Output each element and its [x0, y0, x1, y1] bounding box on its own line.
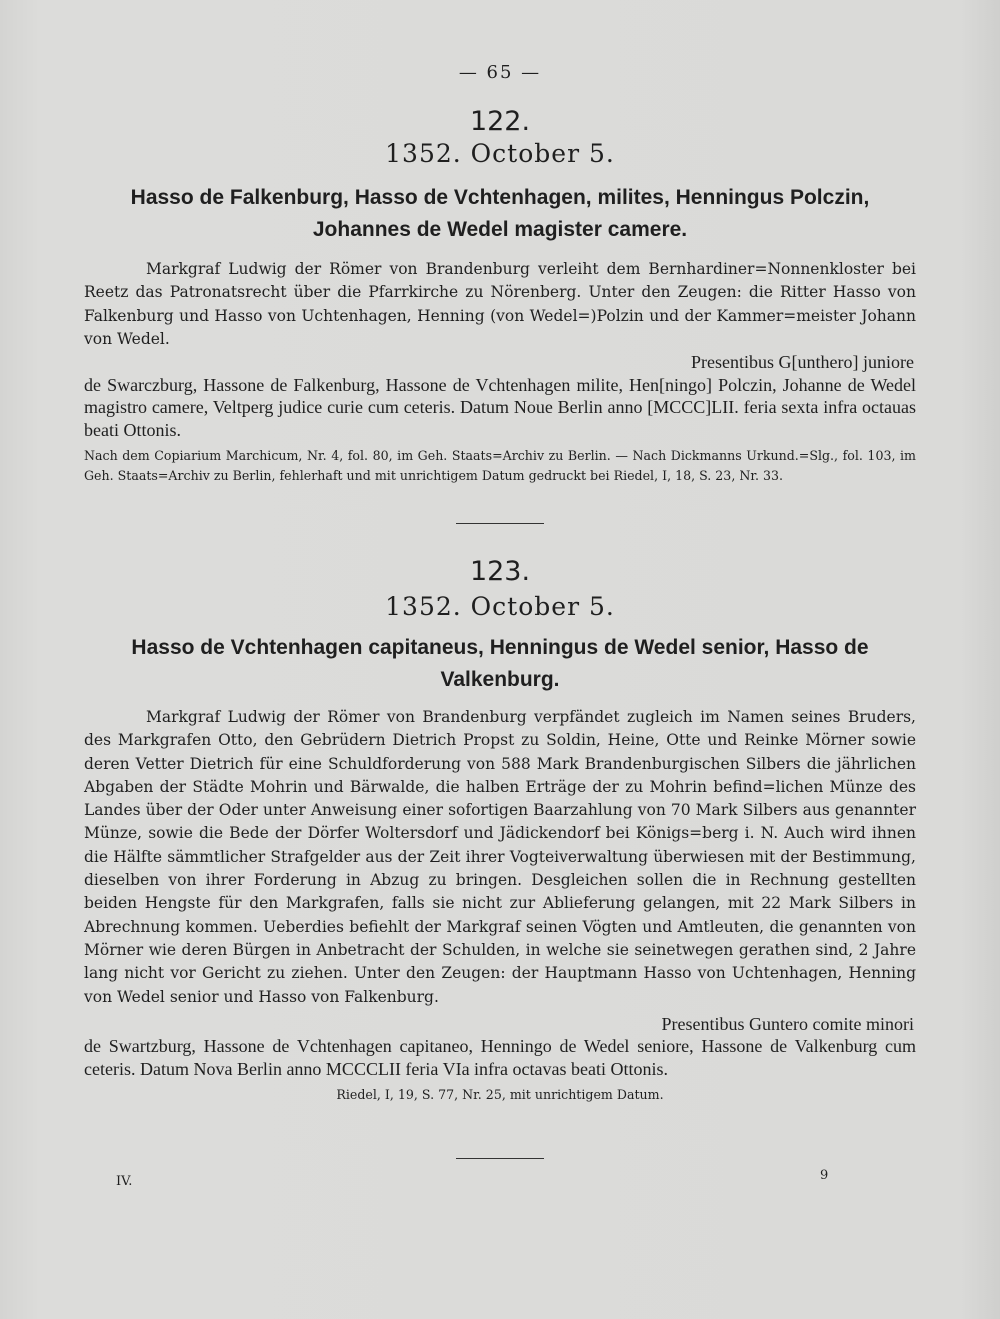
page-number: — 65 — — [458, 62, 542, 83]
latin-body: de Swarczburg, Hassone de Falkenburg, Hassone de Vchtenhagen milite, Hen[ningo] Polczin, Johanne de Wedel magistro camere, Veltperg judice curie cum ceteris. Datum Noue Berlin anno [MCCC]LII. feria sexta infra octauas beati Ottonis. — [84, 374, 916, 440]
latin-lead: Presentibus Guntero comite minori — [661, 1013, 914, 1034]
entry-source: Nach dem Copiarium Marchicum, Nr. 4, fol. 80, im Geh. Staats=Archiv zu Berlin. — Nach Dickmanns Urkund.=Slg., fol. 103, im Geh. Staats=Archiv zu Berlin, fehlerhaft und mit unrichtigem Datum gedruckt bei Riedel, I, 18, S. 23, Nr. 33. — [84, 447, 916, 483]
entry-title: Hasso de Vchtenhagen capitaneus, Henningus de Wedel senior, Hasso de Valkenburg. — [131, 636, 869, 691]
signature-mark: IV. — [116, 1174, 133, 1189]
entry-regest: Markgraf Ludwig der Römer von Brandenburg verpfändet zugleich im Namen seines Bruders, des Markgrafen Otto, den Gebrüdern Dietrich Propst zu Soldin, Heine, Otte und Reinke Mörner sowie deren Vetter Dietrich für eine Schuldforderung von 588 Mark Brandenburgischen Silbers die jährlichen Abgaben der Städte Mohrin und Bärwalde, die halben Erträge der zu Mohrin befind=lichen Münze des Landes über der Oder unter Anweisung einer sofortigen Baarzahlung von 70 Mark Silbers aus genannter Münze, sowie die Bede der Dörfer Woltersdorf und Jädickendorf bei Königs=berg i. N. Auch wird ihnen die Hälfte sämmtlicher Strafgelder aus der Zeit ihrer Vogteiverwaltung überwiesen mit der Bestimmung, dieselben von ihrer Forderung in Abzug zu bringen. Desgleichen sollen die in Rechnung gestellten beiden Hengste für den Markgrafen, falls sie nicht zur Ablieferung gelangen, mit 22 Mark Silbers in Abrechnung kommen. Ueberdies befiehlt der Markgraf seinen Vögten und Amtleuten, die genannten von Mörner wie deren Bürgen in Anbetracht der Schulden, in welche sie seinetwegen gerathen sind, 2 Jahre lang nicht vor Gericht zu ziehen. Unter den Zeugen: der Hauptmann Hasso von Uchtenhagen, Henning von Wedel senior und Hasso von Falkenburg. — [84, 708, 916, 1006]
section-divider — [0, 1158, 1000, 1159]
latin-lead: Presentibus G[unthero] juniore — [691, 352, 914, 373]
entry-date: 1352. October 5. — [385, 592, 615, 621]
document-entry-122 — [84, 106, 916, 486]
entry-title: Hasso de Falkenburg, Hasso de Vchtenhagen, milites, Henningus Polczin, Johannes de Wedel magister camere. — [130, 186, 870, 241]
latin-body: de Swartzburg, Hassone de Vchtenhagen capitaneo, Henningo de Wedel seniore, Hassone de Valkenburg cum ceteris. Datum Nova Berlin anno MCCCLII feria VIa infra octavas beati Ottonis. — [84, 1036, 916, 1080]
entry-number: 122. — [469, 106, 531, 137]
document-entry-123 — [84, 556, 916, 1105]
section-divider — [0, 523, 1000, 524]
entry-date: 1352. October 5. — [385, 139, 615, 168]
entry-number: 123. — [469, 556, 531, 587]
entry-latin-text — [84, 1013, 916, 1081]
sheet-number: 9 — [820, 1168, 829, 1183]
entry-latin-text — [84, 351, 916, 441]
entry-regest: Markgraf Ludwig der Römer von Brandenburg verleiht dem Bernhardiner=Nonnenkloster bei Reetz das Patronatsrecht über die Pfarrkirche zu Nörenberg. Unter den Zeugen: die Ritter Hasso von Falkenburg und Hasso von Uchtenhagen, Henning (von Wedel=)Polzin und der Kammer=meister Johann von Wedel. — [84, 260, 916, 348]
entry-source: Riedel, I, 19, S. 77, Nr. 25, mit unrichtigem Datum. — [336, 1086, 664, 1102]
